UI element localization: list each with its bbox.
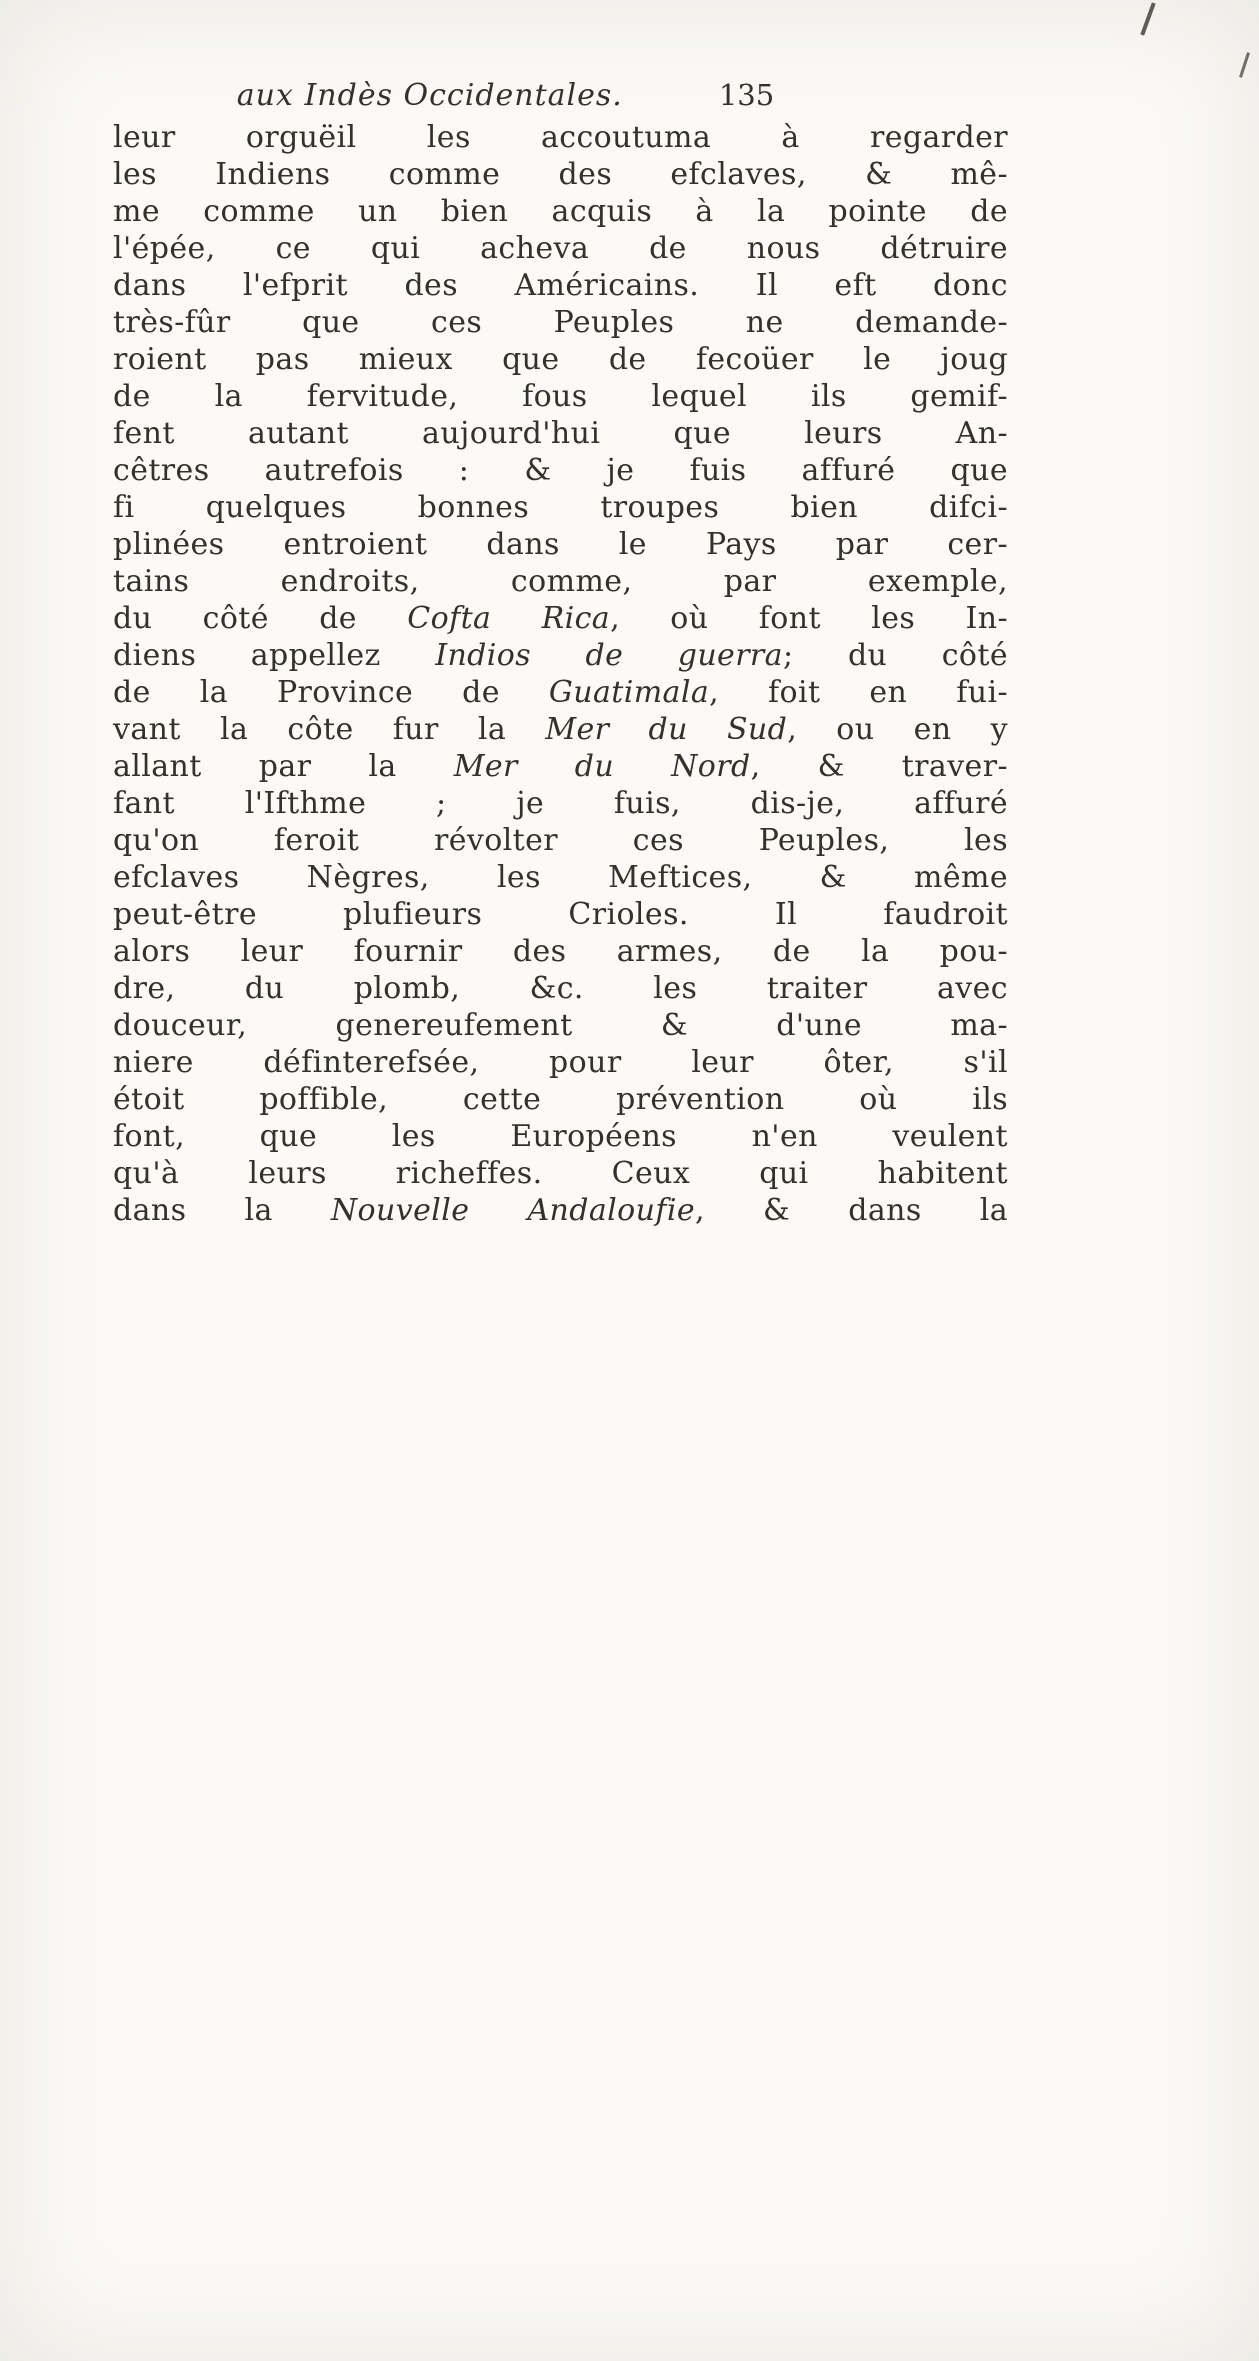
ink-mark [1140,2,1155,35]
plain-text: de la fervitude, fous lequel ils gemif- [113,379,1008,414]
plain-text: font, que les Européens n'en veulent [113,1119,1008,1154]
text-line [113,526,1008,563]
plain-text: très-fûr que ces Peuples ne demande- [113,305,1008,340]
text-line [113,822,1008,859]
plain-text: cêtres autrefois : & je fuis affuré que [113,453,1008,488]
plain-text: fent autant aujourd'hui que leurs An- [113,416,1008,451]
text-line [113,119,1008,156]
plain-text: diens appellez [113,638,436,673]
plain-text: qu'on feroit révolter ces Peuples, les [113,823,1008,858]
italic-text: Cofta Rica [407,601,611,636]
plain-text: , & dans la [694,1193,1009,1228]
plain-text: , foit en fui- [709,675,1009,710]
text-line [113,304,1008,341]
text-line [113,1118,1008,1155]
text-line [113,1155,1008,1192]
plain-text: ; du côté [782,638,1008,673]
text-line [113,156,1008,193]
text-line [113,1192,1008,1229]
text-line [113,785,1008,822]
plain-text: , ou en y [787,712,1008,747]
plain-text: leur orguëil les accoutuma à regarder [113,120,1008,155]
body-text [113,119,1008,1229]
text-line [113,859,1008,896]
text-line [113,193,1008,230]
plain-text: plinées entroient dans le Pays par cer- [113,527,1008,562]
plain-text: du côté de [113,601,408,636]
plain-text: tains endroits, comme, par exemple, [113,564,1008,599]
italic-text: Mer du Nord [453,749,751,784]
plain-text: , où font les In- [610,601,1008,636]
running-head-title: aux Indès Occidentales. [236,78,623,113]
text-line [113,341,1008,378]
plain-text: dans la [113,1193,331,1228]
plain-text: les Indiens comme des efclaves, & mê- [113,157,1008,192]
italic-text: Nouvelle Andaloufie [330,1193,695,1228]
plain-text: douceur, genereufement & d'une ma- [113,1008,1008,1043]
text-line [113,674,1008,711]
text-line [113,489,1008,526]
text-line [113,600,1008,637]
text-line [113,452,1008,489]
text-line [113,230,1008,267]
plain-text: dre, du plomb, &c. les traiter avec [113,971,1008,1006]
page-number: 135 [718,78,775,112]
plain-text: vant la côte fur la [113,712,546,747]
text-line [113,1081,1008,1118]
text-line [113,970,1008,1007]
text-block [113,78,1008,1229]
text-line [113,1007,1008,1044]
plain-text: niere définterefsée, pour leur ôter, s'il [113,1045,1008,1080]
running-head [113,78,1008,113]
text-line [113,1044,1008,1081]
plain-text: efclaves Nègres, les Meftices, & même [113,860,1008,895]
italic-text: Indios de guerra [435,638,783,673]
text-line [113,563,1008,600]
text-line [113,267,1008,304]
italic-text: Guatimala [548,675,710,710]
plain-text: roient pas mieux que de fecoüer le joug [113,342,1008,377]
text-line [113,378,1008,415]
text-line [113,748,1008,785]
plain-text: qu'à leurs richeffes. Ceux qui habitent [113,1156,1008,1191]
italic-text: Mer du Sud [545,712,788,747]
plain-text: étoit poffible, cette prévention où ils [113,1082,1008,1117]
plain-text: me comme un bien acquis à la pointe de [113,194,1008,229]
plain-text: l'épée, ce qui acheva de nous détruire [113,231,1008,266]
plain-text: dans l'efprit des Américains. Il eft donc [113,268,1008,303]
plain-text: allant par la [113,749,454,784]
plain-text: , & traver- [750,749,1008,784]
text-line [113,415,1008,452]
text-line [113,711,1008,748]
plain-text: fant l'Ifthme ; je fuis, dis-je, affuré [113,786,1008,821]
text-line [113,933,1008,970]
text-line [113,896,1008,933]
plain-text: de la Province de [113,675,549,710]
ink-mark [1239,52,1250,78]
plain-text: alors leur fournir des armes, de la pou- [113,934,1008,969]
text-line [113,637,1008,674]
plain-text: peut-être plufieurs Crioles. Il faudroit [113,897,1008,932]
plain-text: fi quelques bonnes troupes bien difci- [113,490,1008,525]
